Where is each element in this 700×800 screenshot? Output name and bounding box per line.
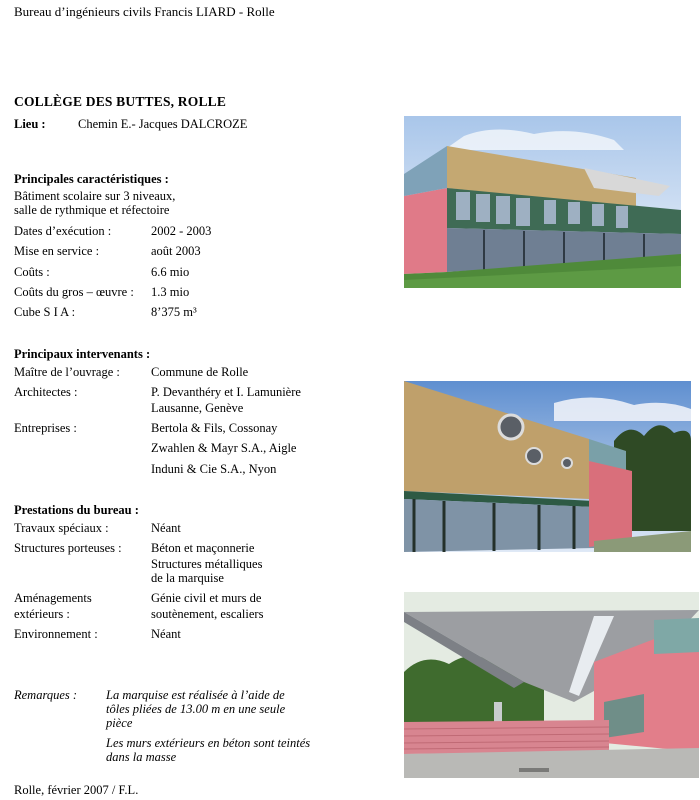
- stakeholders-heading: Principaux intervenants :: [14, 347, 151, 361]
- project-title: COLLÈGE DES BUTTES, ROLLE: [14, 94, 227, 109]
- structures-line: de la marquise: [151, 571, 224, 585]
- office-header: Bureau d’ingénieurs civils Francis LIARD - Rolle: [14, 4, 275, 19]
- company-line: Induni & Cie S.A., Nyon: [151, 462, 277, 476]
- service-date-value: août 2003: [151, 244, 201, 258]
- exterior-line: soutènement, escaliers: [151, 607, 264, 621]
- description-line: Bâtiment scolaire sur 3 niveaux,: [14, 189, 176, 203]
- owner-label: Maître de l’ouvrage :: [14, 365, 120, 379]
- services-heading: Prestations du bureau :: [14, 503, 139, 517]
- companies-label: Entreprises :: [14, 421, 77, 435]
- shell-costs-value: 1.3 mio: [151, 285, 190, 299]
- description-line: salle de rythmique et réfectoire: [14, 203, 170, 217]
- company-line: Zwahlen & Mayr S.A., Aigle: [151, 441, 297, 455]
- environment-value: Néant: [151, 627, 181, 641]
- structures-line: Structures métalliques: [151, 557, 263, 571]
- exterior-line: Génie civil et murs de: [151, 591, 262, 605]
- costs-value: 6.6 mio: [151, 265, 190, 279]
- remark-line: pièce: [106, 716, 133, 730]
- structures-line: Béton et maçonnerie: [151, 541, 255, 555]
- remarks-label: Remarques :: [14, 688, 78, 702]
- remark-line: La marquise est réalisée à l’aide de: [106, 688, 285, 702]
- location-value: Chemin E.- Jacques DALCROZE: [78, 117, 248, 131]
- footer-signature: Rolle, février 2007 / F.L.: [14, 783, 139, 797]
- sia-cube-value: 8’375 m³: [151, 305, 197, 319]
- dates-label: Dates d’exécution :: [14, 224, 112, 238]
- company-line: Bertola & Fils, Cossonay: [151, 421, 278, 435]
- exterior-label: Aménagements: [14, 591, 92, 605]
- remark-line: Les murs extérieurs en béton sont teintés: [106, 736, 311, 750]
- special-works-value: Néant: [151, 521, 181, 535]
- environment-label: Environnement :: [14, 627, 98, 641]
- location-label: Lieu :: [14, 117, 46, 131]
- photo-canopy: [404, 592, 699, 778]
- shell-costs-label: Coûts du gros – œuvre :: [14, 285, 134, 299]
- dates-value: 2002 - 2003: [151, 224, 212, 238]
- characteristics-heading: Principales caractéristiques :: [14, 172, 169, 186]
- photo-building-front: [404, 116, 681, 288]
- costs-label: Coûts :: [14, 265, 50, 279]
- owner-value: Commune de Rolle: [151, 365, 249, 379]
- architects-label: Architectes :: [14, 385, 78, 399]
- remark-line: dans la masse: [106, 750, 177, 764]
- architects-line: P. Devanthéry et I. Lamunière: [151, 385, 301, 399]
- sia-cube-label: Cube S I A :: [14, 305, 76, 319]
- structures-label: Structures porteuses :: [14, 541, 122, 555]
- exterior-label: extérieurs :: [14, 607, 70, 621]
- photo-round-windows: [404, 381, 691, 552]
- special-works-label: Travaux spéciaux :: [14, 521, 109, 535]
- service-date-label: Mise en service :: [14, 244, 100, 258]
- remark-line: tôles pliées de 13.00 m en une seule: [106, 702, 286, 716]
- architects-line: Lausanne, Genève: [151, 401, 244, 415]
